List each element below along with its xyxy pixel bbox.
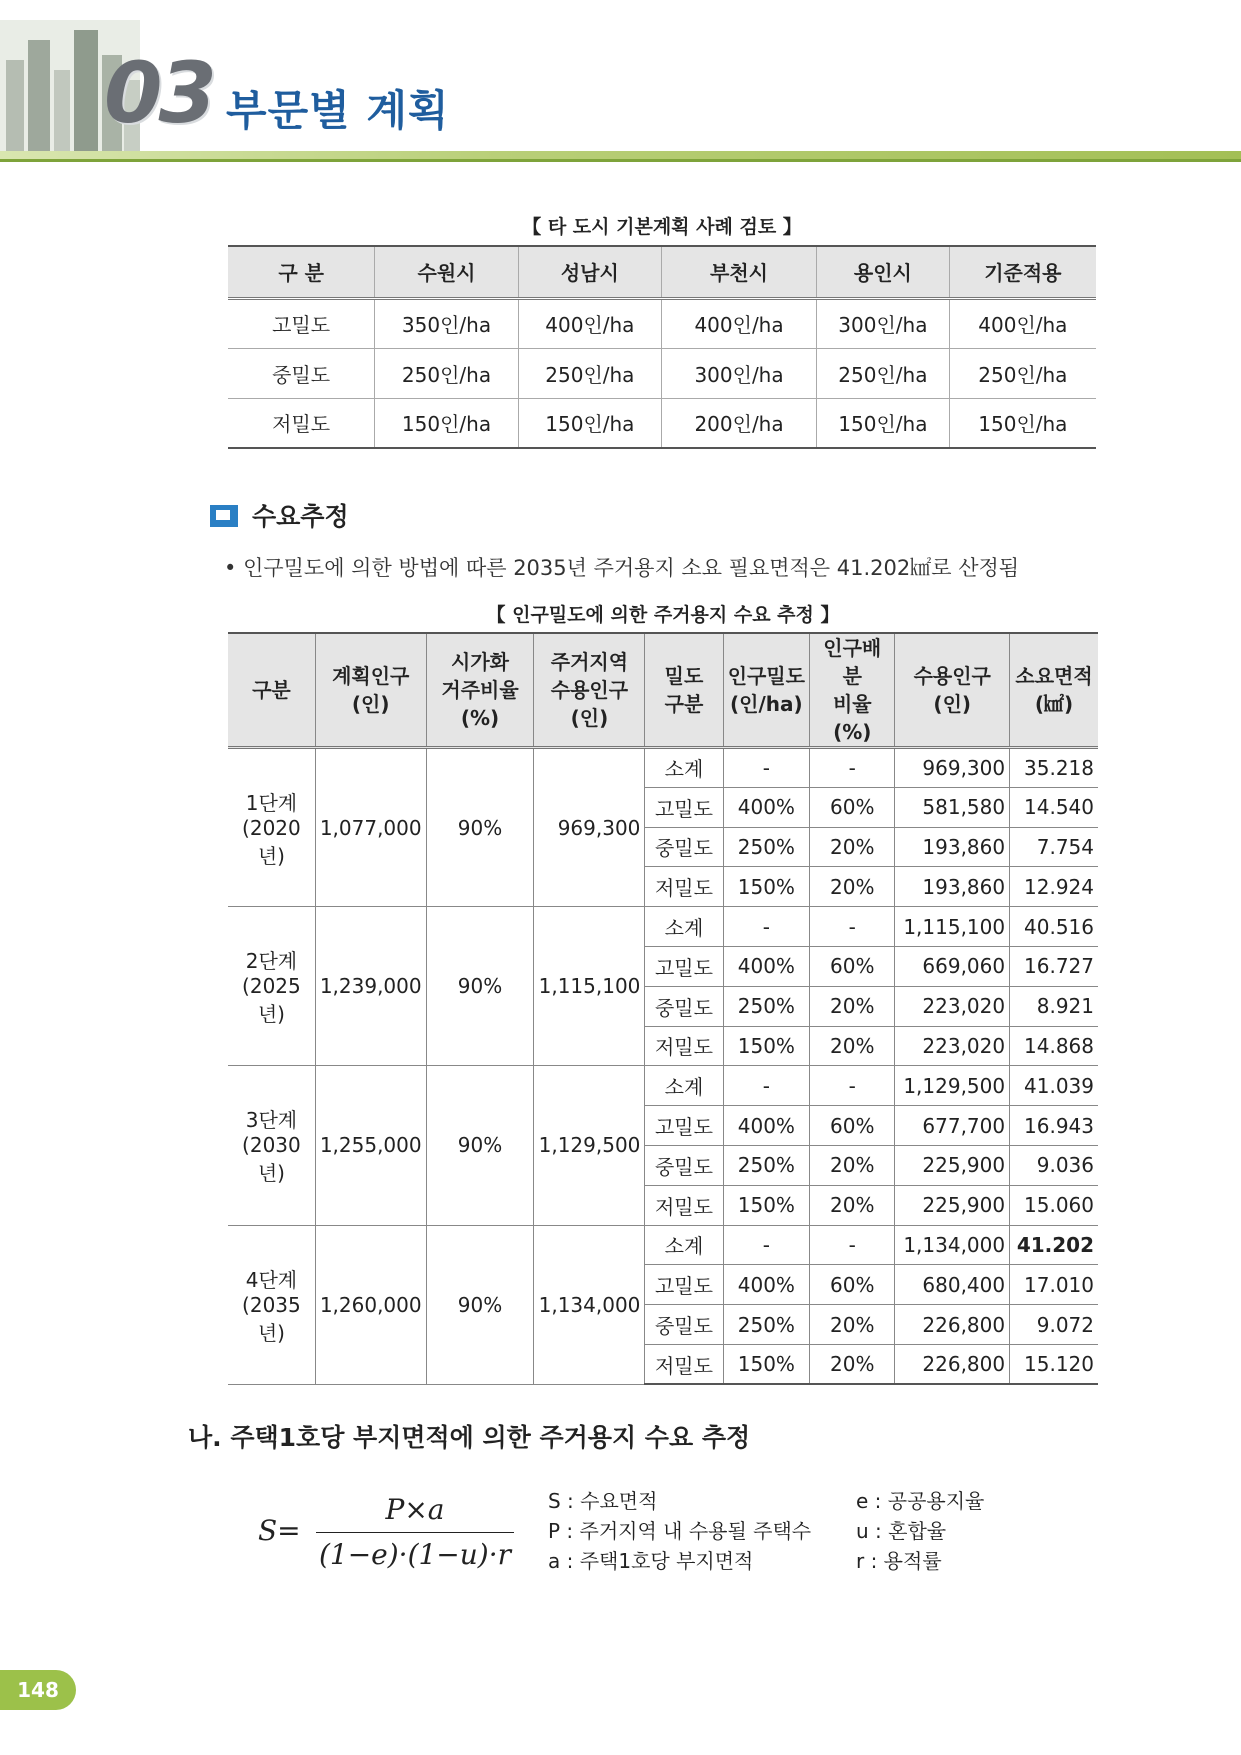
table-cell: 200인/ha [662,398,817,448]
table1-caption: 【 타 도시 기본계획 사례 검토 】 [522,216,802,238]
bullet-text: • 인구밀도에 의한 방법에 따른 2035년 주거용지 소요 필요면적은 41.202㎢로 산정됨 [224,556,1020,580]
bullet-text-content: 인구밀도에 의한 방법에 따른 2035년 주거용지 소요 필요면적은 41.202㎢로 산정됨 [243,556,1020,580]
table-cell: 250인/ha [375,348,518,398]
column-header: 용인시 [817,246,950,298]
table-cell: 40.516 [1010,907,1098,947]
urban-ratio-cell: 90% [426,907,534,1066]
fraction-bar [316,1532,514,1533]
table-cell: 250인/ha [518,348,661,398]
table-cell: 소계 [645,907,723,947]
table-cell: 20% [810,1344,895,1384]
table-cell: 193,860 [895,827,1010,867]
accommodated-population-cell: 1,115,100 [534,907,645,1066]
table-cell: 969,300 [895,748,1010,788]
column-header: 계획인구 (인) [315,633,426,748]
table-cell: 150인/ha [518,398,661,448]
table-cell: 150인/ha [949,398,1096,448]
table-cell: 12.924 [1010,867,1098,907]
table-cell: 250% [723,986,810,1026]
column-header: 밀도 구분 [645,633,723,748]
table-cell: 14.540 [1010,787,1098,827]
column-header: 시가화 거주비율 (%) [426,633,534,748]
table-cell: 41.039 [1010,1066,1098,1106]
table-cell: - [723,1066,810,1106]
planned-population-cell: 1,239,000 [315,907,426,1066]
column-header: 주거지역 수용인구 (인) [534,633,645,748]
table-cell: 중밀도 [272,362,331,387]
chapter-title: 부문별 계획 [226,86,450,135]
table-cell: 60% [810,946,895,986]
formula-legend-right [856,1486,984,1576]
table-cell: 중밀도 [645,827,723,867]
table-cell: 225,900 [895,1145,1010,1185]
table-cell: 400인/ha [518,298,661,348]
table-cell: 20% [810,1185,895,1225]
table-cell: 20% [810,1305,895,1345]
table-cell: 1,115,100 [895,907,1010,947]
table-cell: - [723,907,810,947]
section-title: 수요추정 [252,502,349,531]
column-header: 소요면적 (㎢) [1010,633,1098,748]
accommodated-population-cell: 969,300 [534,748,645,907]
stage-name-cell: 1단계 (2020년) [228,748,315,907]
stage-name-cell: 2단계 (2025년) [228,907,315,1066]
table-cell: 226,800 [895,1305,1010,1345]
planned-population-cell: 1,255,000 [315,1066,426,1225]
table-cell: 저밀도 [645,1026,723,1066]
table-row [228,348,1096,398]
table-cell: 저밀도 [645,1344,723,1384]
table-cell: 150% [723,1344,810,1384]
table-cell: 150% [723,867,810,907]
table-cell: 60% [810,1265,895,1305]
table-cell: 300인/ha [662,348,817,398]
legend-item: S : 수요면적 [548,1489,658,1513]
table-cell: 150% [723,1026,810,1066]
column-header: 구분 [228,633,315,748]
table-cell: 35.218 [1010,748,1098,788]
table-cell: 저밀도 [645,1185,723,1225]
table-cell: 9.036 [1010,1145,1098,1185]
legend-item: P : 주거지역 내 수용될 주택수 [548,1519,812,1543]
table-cell: 400인/ha [949,298,1096,348]
table-cell: 소계 [645,1066,723,1106]
table-cell: 150인/ha [375,398,518,448]
table-cell: - [723,748,810,788]
table-cell: 9.072 [1010,1305,1098,1345]
table2-caption: 【 인구밀도에 의한 주거용지 수요 추정 】 [486,604,840,626]
table-cell: 150% [723,1185,810,1225]
city-plan-comparison-table [228,245,1096,449]
table-cell: - [810,907,895,947]
table-cell: 581,580 [895,787,1010,827]
table-cell: 250% [723,1145,810,1185]
table-cell: 고밀도 [645,787,723,827]
table-row [228,298,1096,348]
accommodated-population-cell: 1,134,000 [534,1225,645,1384]
table-cell: 250% [723,1305,810,1345]
table-cell: 226,800 [895,1344,1010,1384]
urban-ratio-cell: 90% [426,748,534,907]
table-row [228,1225,1098,1265]
table-cell: 150인/ha [817,398,950,448]
chapter-number: 03 [104,44,213,142]
table-cell: 20% [810,1145,895,1185]
table-cell: 250인/ha [817,348,950,398]
legend-item: r : 용적률 [856,1549,942,1573]
formula-fraction [316,1490,514,1575]
column-header: 부천시 [662,246,817,298]
table-cell: 8.921 [1010,986,1098,1026]
table-cell: 20% [810,827,895,867]
legend-item: a : 주택1호당 부지면적 [548,1549,754,1573]
table-cell: 400인/ha [662,298,817,348]
table-cell: 60% [810,1106,895,1146]
table-row [228,398,1096,448]
table-cell: 7.754 [1010,827,1098,867]
table-cell: 1,129,500 [895,1066,1010,1106]
table-cell: 677,700 [895,1106,1010,1146]
table-cell: 16.943 [1010,1106,1098,1146]
table-cell: 669,060 [895,946,1010,986]
table-header-row [228,633,1098,748]
table-cell: 680,400 [895,1265,1010,1305]
planned-population-cell: 1,077,000 [315,748,426,907]
stage-name-cell: 4단계 (2035년) [228,1225,315,1384]
table-cell: 250% [723,827,810,867]
table-row [228,907,1098,947]
column-header: 수용인구 (인) [895,633,1010,748]
formula-numerator: P×a [385,1493,445,1526]
section-square-icon [210,505,238,527]
table-cell: 350인/ha [375,298,518,348]
formula-denominator: (1−e)·(1−u)·r [318,1538,512,1571]
residential-demand-table [228,632,1098,1385]
table-cell: 300인/ha [817,298,950,348]
table-cell: 15.060 [1010,1185,1098,1225]
table-cell: 400% [723,1265,810,1305]
table-cell: 고밀도 [645,1265,723,1305]
table-cell: 중밀도 [645,1305,723,1345]
table-cell: 소계 [645,1225,723,1265]
formula-lhs: S= [258,1514,301,1547]
table-cell: 20% [810,986,895,1026]
subsection-title: 나. 주택1호당 부지면적에 의한 주거용지 수요 추정 [188,1423,751,1452]
table-row [228,748,1098,788]
table-cell: 17.010 [1010,1265,1098,1305]
table-cell: 16.727 [1010,946,1098,986]
table-row [228,1066,1098,1106]
column-header: 구 분 [278,261,324,286]
table-cell: 223,020 [895,1026,1010,1066]
table-cell: - [723,1225,810,1265]
page-number: 148 [0,1670,76,1710]
table-cell: 20% [810,867,895,907]
column-header: 수원시 [375,246,518,298]
table-cell: - [810,1225,895,1265]
table-cell: 250인/ha [949,348,1096,398]
table-cell: 소계 [645,748,723,788]
urban-ratio-cell: 90% [426,1066,534,1225]
column-header: 기준적용 [949,246,1096,298]
table-cell: 400% [723,787,810,827]
table-cell: 1,134,000 [895,1225,1010,1265]
table-cell: 고밀도 [645,946,723,986]
table-cell: 41.202 [1010,1225,1098,1265]
column-header: 인구밀도 (인/ha) [723,633,810,748]
stage-name-cell: 3단계 (2030년) [228,1066,315,1225]
table-cell: 15.120 [1010,1344,1098,1384]
table-cell: 중밀도 [645,1145,723,1185]
header-divider [0,151,1241,159]
table-cell: 20% [810,1026,895,1066]
table-cell: - [810,748,895,788]
legend-item: u : 혼합율 [856,1519,947,1543]
urban-ratio-cell: 90% [426,1225,534,1384]
legend-item: e : 공공용지율 [856,1489,985,1513]
table-cell: 고밀도 [272,313,331,337]
table-cell: 193,860 [895,867,1010,907]
table-cell: 400% [723,1106,810,1146]
table-cell: 60% [810,787,895,827]
table-cell: - [810,1066,895,1106]
table-cell: 저밀도 [645,867,723,907]
table-cell: 저밀도 [272,412,331,437]
table-cell: 400% [723,946,810,986]
table-cell: 14.868 [1010,1026,1098,1066]
formula-legend-left [548,1486,811,1576]
table-header-row [228,246,1096,298]
planned-population-cell: 1,260,000 [315,1225,426,1384]
header-divider-line [0,159,1241,162]
table-cell: 225,900 [895,1185,1010,1225]
table-cell: 중밀도 [645,986,723,1026]
page-header [0,0,1241,165]
column-header: 성남시 [518,246,661,298]
column-header: 인구배분 비율(%) [810,633,895,748]
table-cell: 223,020 [895,986,1010,1026]
accommodated-population-cell: 1,129,500 [534,1066,645,1225]
table-cell: 고밀도 [645,1106,723,1146]
